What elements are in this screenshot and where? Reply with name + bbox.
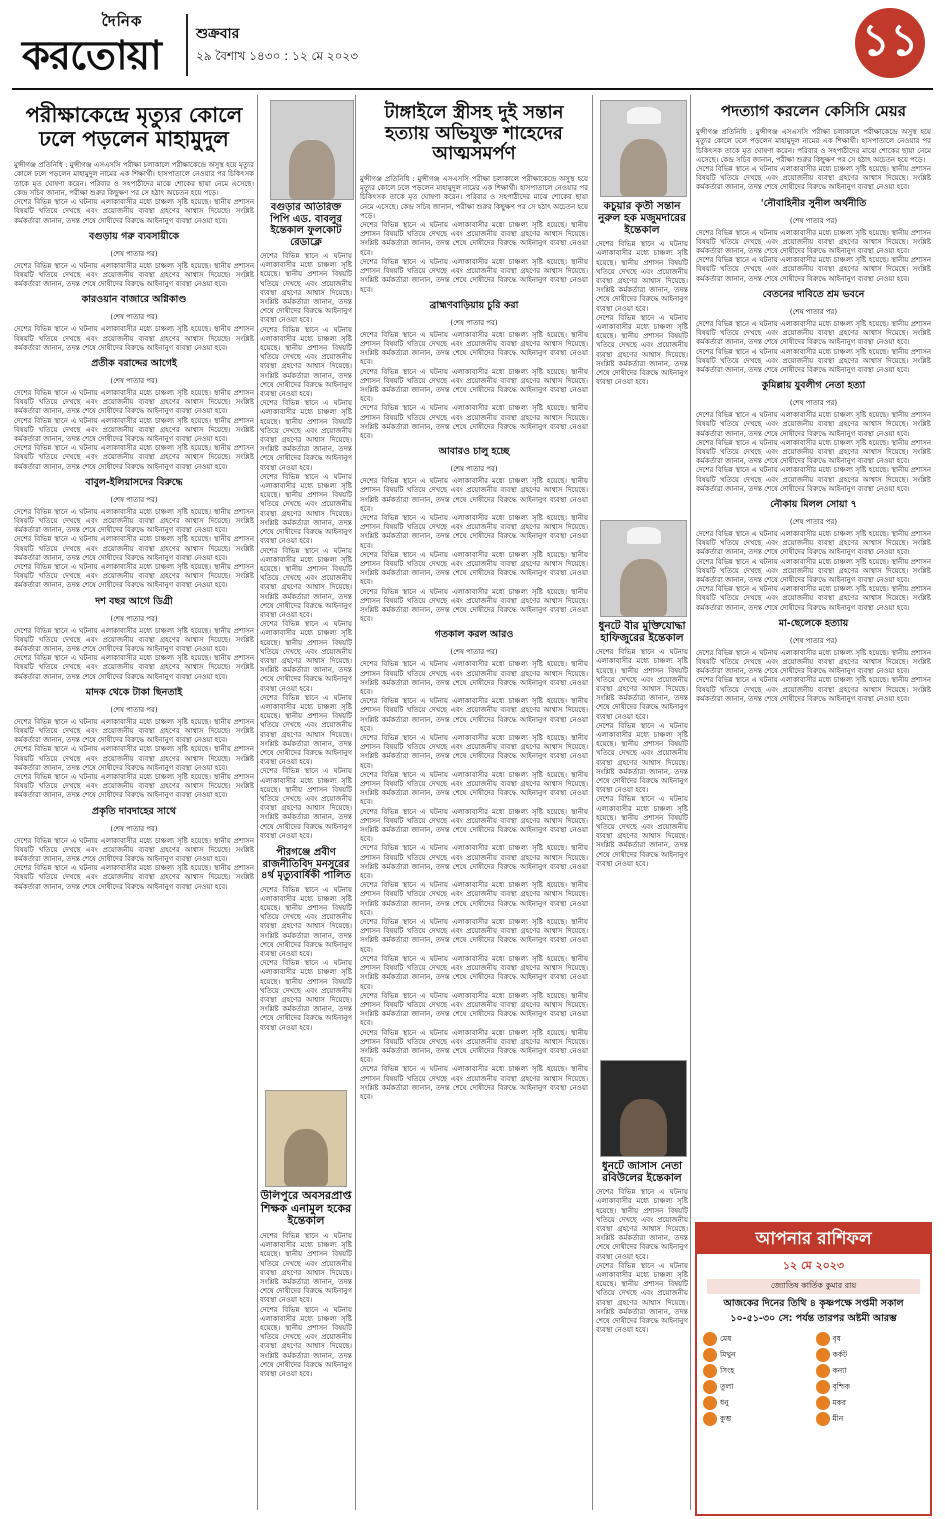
article-body: দেশের বিভিন্ন স্থানে এ ঘটনায় এলাকাবাসীর মধ্যে চাঞ্চল্য সৃষ্টি হয়েছে। স্থানীয় প্রশাসন বিষয়টি খতিয়ে দেখছে এবং প্রয়োজনীয় ব্যবস্থা গ্রহণের আশ্বাস দিয়েছে। সংশ্লিষ্ট কর্মকর্তারা জানান, তদন্ত শেষে দোষীদের বিরুদ্ধে আইনানুগ ব্যবস্থা নেওয়া হবে। — [696, 256, 931, 283]
article-body: দেশের বিভিন্ন স্থানে এ ঘটনায় এলাকাবাসীর মধ্যে চাঞ্চল্য সৃষ্টি হয়েছে। স্থানীয় প্রশাসন বিষয়টি খতিয়ে দেখছে এবং প্রয়োজনীয় ব্যবস্থা গ্রহণের আশ্বাস দিয়েছে। সংশ্লিষ্ট কর্মকর্তারা জানান, তদন্ত শেষে দোষীদের বিরুদ্ধে আইনানুগ ব্যবস্থা নেওয়া হবে। — [696, 466, 931, 493]
subhead: মা-ছেলেকে হত্যায় — [778, 617, 849, 629]
horoscope-astrologer: জ্যোতিষ কার্তিক কুমার রায় — [707, 1279, 920, 1294]
subhead: বেতনের দাবিতে শ্রম ভবনে — [762, 288, 865, 300]
masthead-logo — [22, 10, 182, 80]
article-body: দেশের বিভিন্ন স্থানে এ ঘটনায় এলাকাবাসীর মধ্যে চাঞ্চল্য সৃষ্টি হয়েছে। স্থানীয় প্রশাসন বিষয়টি খতিয়ে দেখছে এবং প্রয়োজনীয় ব্যবস্থা গ্রহণের আশ্বাস দিয়েছে। সংশ্লিষ্ট কর্মকর্তারা জানান, তদন্ত শেষে দোষীদের বিরুদ্ধে আইনানুগ ব্যবস্থা নেওয়া হবে। — [696, 165, 931, 192]
zodiac-sign — [816, 1364, 925, 1378]
article-body: দেশের বিভিন্ন স্থানে এ ঘটনায় এলাকাবাসীর মধ্যে চাঞ্চল্য সৃষ্টি হয়েছে। স্থানীয় প্রশাসন বিষয়টি খতিয়ে দেখছে এবং প্রয়োজনীয় ব্যবস্থা গ্রহণের আশ্বাস দিয়েছে। সংশ্লিষ্ট কর্মকর্তারা জানান, তদন্ত শেষে দোষীদের বিরুদ্ধে আইনানুগ ব্যবস্থা নেওয়া হবে। — [360, 367, 588, 404]
headline-kcc-mayor: পদত্যাগ করলেন কেসিসি মেয়র — [721, 102, 906, 120]
column-divider — [592, 95, 593, 1510]
zodiac-label: কুম্ভ — [720, 1414, 732, 1423]
article-body: দেশের বিভিন্ন স্থানে এ ঘটনায় এলাকাবাসীর মধ্যে চাঞ্চল্য সৃষ্টি হয়েছে। স্থানীয় প্রশাসন বিষয়টি খতিয়ে দেখছে এবং প্রয়োজনীয় ব্যবস্থা গ্রহণের আশ্বাস দিয়েছে। সংশ্লিষ্ট কর্মকর্তারা জানান, তদন্ত শেষে দোষীদের বিরুদ্ধে আইনানুগ ব্যবস্থা নেওয়া হবে। — [696, 347, 931, 374]
zodiac-icon — [816, 1412, 830, 1426]
zodiac-icon — [703, 1332, 717, 1346]
subhead: প্রতীক বরাদ্দের আগেই — [91, 357, 177, 369]
article-body: দেশের বিভিন্ন স্থানে এ ঘটনায় এলাকাবাসীর মধ্যে চাঞ্চল্য সৃষ্টি হয়েছে। স্থানীয় প্রশাসন বিষয়টি খতিয়ে দেখছে এবং প্রয়োজনীয় ব্যবস্থা গ্রহণের আশ্বাস দিয়েছে। সংশ্লিষ্ট কর্মকর্তারা জানান, তদন্ত শেষে দোষীদের বিরুদ্ধে আইনানুগ ব্যবস্থা নেওয়া হবে। — [360, 697, 588, 733]
continued-label: (শেষ পাতার পর) — [110, 376, 158, 385]
subhead: দশ বছর আগে ডিগ্রী — [95, 595, 173, 607]
article-body: দেশের বিভিন্ন স্থানে এ ঘটনায় এলাকাবাসীর মধ্যে চাঞ্চল্য সৃষ্টি হয়েছে। স্থানীয় প্রশাসন বিষয়টি খতিয়ে দেখছে এবং প্রয়োজনীয় ব্যবস্থা গ্রহণের আশ্বাস দিয়েছে। সংশ্লিষ্ট কর্মকর্তারা জানান, তদন্ত শেষে দোষীদের বিরুদ্ধে আইনানুগ ব্যবস্থা নেওয়া হবে। — [14, 626, 254, 653]
zodiac-sign — [816, 1332, 925, 1346]
subhead: প্রকৃতি দাবদাহের সাথে — [91, 805, 176, 817]
logo-small-text: দৈনিক — [101, 12, 143, 30]
continued-label: (শেষ পাতার পর) — [110, 313, 158, 322]
article-body: দেশের বিভিন্ন স্থানে এ ঘটনায় এলাকাবাসীর মধ্যে চাঞ্চল্য সৃষ্টি হয়েছে। স্থানীয় প্রশাসন বিষয়টি খতিয়ে দেখছে এবং প্রয়োজনীয় ব্যবস্থা গ্রহণের আশ্বাস দিয়েছে। সংশ্লিষ্ট কর্মকর্তারা জানান, তদন্ত শেষে দোষীদের বিরুদ্ধে আইনানুগ ব্যবস্থা নেওয়া হবে। — [14, 198, 254, 225]
article-body: দেশের বিভিন্ন স্থানে এ ঘটনায় এলাকাবাসীর মধ্যে চাঞ্চল্য সৃষ্টি হয়েছে। স্থানীয় প্রশাসন বিষয়টি খতিয়ে দেখছে এবং প্রয়োজনীয় ব্যবস্থা গ্রহণের আশ্বাস দিয়েছে। সংশ্লিষ্ট কর্মকর্তারা জানান, তদন্ত শেষে দোষীদের বিরুদ্ধে আইনানুগ ব্যবস্থা নেওয়া হবে। — [696, 319, 931, 347]
headline-robiul: ধুনটে জাসাস নেতা রবিউলের ইন্তেকাল — [601, 1160, 683, 1185]
obituary-photo — [270, 100, 354, 200]
continued-label: (শেষ পাতার পর) — [110, 249, 158, 258]
zodiac-label: ধনু — [720, 1398, 729, 1407]
headline-enamul: উলিপুরে অবসরপ্রাপ্ত শিক্ষক এনামুল হকের ইন্তেকাল — [260, 1190, 352, 1228]
zodiac-label: বৃশ্চিক — [832, 1382, 851, 1391]
headline-babul: বগুড়ার অতিরিক্ত পিপি এড. বাবলুর ইন্তেকাল ফুলকোট রেডাক্লে — [270, 202, 342, 248]
column-1 — [14, 95, 254, 1510]
column-2-bottom — [260, 1190, 352, 1510]
masthead-rule — [12, 88, 933, 90]
headline-pirganj: পীরগঞ্জে প্রবীণ রাজনীতিবিদ মনসুরের ৪র্থ মৃত্যুবার্ষিকী পালিত — [260, 847, 352, 881]
horoscope-box — [695, 1222, 932, 1516]
subhead: বগুড়ায় গরু ব্যবসায়ীকে — [88, 230, 180, 242]
continued-label: (শেষ পাতার পর) — [789, 307, 838, 316]
zodiac-icon — [816, 1364, 830, 1378]
zodiac-label: কন্যা — [832, 1366, 847, 1375]
zodiac-sign — [703, 1380, 812, 1394]
obituary-photo — [600, 1060, 687, 1157]
headline-nurul: কচুয়ার কৃতী সন্তান নুরুল হক মজুমদারের ইন্তেকাল — [598, 200, 686, 237]
subhead: আবারও চালু হচ্ছে — [438, 446, 510, 458]
article-body: দেশের বিভিন্ন স্থানে এ ঘটনায় এলাকাবাসীর মধ্যে চাঞ্চল্য সৃষ্টি হয়েছে। স্থানীয় প্রশাসন বিষয়টি খতিয়ে দেখছে এবং প্রয়োজনীয় ব্যবস্থা গ্রহণের আশ্বাস দিয়েছে। সংশ্লিষ্ট কর্মকর্তারা জানান, তদন্ত শেষে দোষীদের বিরুদ্ধে আইনানুগ ব্যবস্থা নেওয়া হবে। — [14, 507, 254, 535]
subhead: নৌকায় মিলল সোয়া ৭ — [770, 498, 857, 510]
page-number: ১১ — [855, 8, 925, 78]
article-body: দেশের বিভিন্ন স্থানে এ ঘটনায় এলাকাবাসীর মধ্যে চাঞ্চল্য সৃষ্টি হয়েছে। স্থানীয় প্রশাসন বিষয়টি খতিয়ে দেখছে এবং প্রয়োজনীয় ব্যবস্থা গ্রহণের আশ্বাস দিয়েছে। সংশ্লিষ্ট কর্মকর্তারা জানান, তদন্ত শেষে দোষীদের বিরুদ্ধে আইনানুগ ব্যবস্থা নেওয়া হবে। — [360, 221, 588, 257]
column-divider — [690, 95, 691, 1510]
article-body: মুন্সীগঞ্জ প্রতিনিধি : মুন্সীগঞ্জ এসএসসি পরীক্ষা চলাকালে পরীক্ষাকেন্দ্রে অসুস্থ হয়ে মৃত্যুর কোলে ঢলে পড়লেন মাহামুদুল নামের এক শিক্ষার্থী। হাসপাতালে নেওয়ার পর চিকিৎসক তাকে মৃত ঘোষণা করেন। পরিবার ও সহপাঠীদের মাঝে শোকের ছায়া নেমে এসেছে। কেন্দ্র সচিব জানান, পরীক্ষা শুরুর কিছুক্ষণ পর সে হঠাৎ অচেতন হয়ে পড়ে। — [14, 161, 254, 197]
zodiac-label: বৃষ — [832, 1334, 841, 1343]
article-body: দেশের বিভিন্ন স্থানে এ ঘটনায় এলাকাবাসীর মধ্যে চাঞ্চল্য সৃষ্টি হয়েছে। স্থানীয় প্রশাসন বিষয়টি খতিয়ে দেখছে এবং প্রয়োজনীয় ব্যবস্থা গ্রহণের আশ্বাস দিয়েছে। সংশ্লিষ্ট কর্মকর্তারা জানান, তদন্ত শেষে দোষীদের বিরুদ্ধে আইনানুগ ব্যবস্থা নেওয়া হবে। — [360, 1028, 588, 1065]
subhead: গতকাল করল আরও — [434, 629, 514, 641]
article-body: দেশের বিভিন্ন স্থানে এ ঘটনায় এলাকাবাসীর মধ্যে চাঞ্চল্য সৃষ্টি হয়েছে। স্থানীয় প্রশাসন বিষয়টি খতিয়ে দেখছে এবং প্রয়োজনীয় ব্যবস্থা গ্রহণের আশ্বাস দিয়েছে। সংশ্লিষ্ট কর্মকর্তারা জানান, তদন্ত শেষে দোষীদের বিরুদ্ধে আইনানুগ ব্যবস্থা নেওয়া হবে। — [360, 330, 588, 367]
continued-label: (শেষ পাতার পর) — [110, 705, 158, 714]
obituary-photo — [600, 520, 687, 617]
issue-day: শুক্রবার — [196, 26, 240, 42]
article-body: দেশের বিভিন্ন স্থানে এ ঘটনায় এলাকাবাসীর মধ্যে চাঞ্চল্য সৃষ্টি হয়েছে। স্থানীয় প্রশাসন বিষয়টি খতিয়ে দেখছে এবং প্রয়োজনীয় ব্যবস্থা গ্রহণের আশ্বাস দিয়েছে। সংশ্লিষ্ট কর্মকর্তারা জানান, তদন্ত শেষে দোষীদের বিরুদ্ধে আইনানুগ ব্যবস্থা নেওয়া হবে। — [14, 444, 254, 471]
article-body: দেশের বিভিন্ন স্থানে এ ঘটনায় এলাকাবাসীর মধ্যে চাঞ্চল্য সৃষ্টি হয়েছে। স্থানীয় প্রশাসন বিষয়টি খতিয়ে দেখছে এবং প্রয়োজনীয় ব্যবস্থা গ্রহণের আশ্বাস দিয়েছে। সংশ্লিষ্ট কর্মকর্তারা জানান, তদন্ত শেষে দোষীদের বিরুদ্ধে আইনানুগ ব্যবস্থা নেওয়া হবে। — [360, 404, 588, 440]
article-body: দেশের বিভিন্ন স্থানে এ ঘটনায় এলাকাবাসীর মধ্যে চাঞ্চল্য সৃষ্টি হয়েছে। স্থানীয় প্রশাসন বিষয়টি খতিয়ে দেখছে এবং প্রয়োজনীয় ব্যবস্থা গ্রহণের আশ্বাস দিয়েছে। সংশ্লিষ্ট কর্মকর্তারা জানান, তদন্ত শেষে দোষীদের বিরুদ্ধে আইনানুগ ব্যবস্থা নেওয়া হবে। — [360, 881, 588, 917]
article-body: দেশের বিভিন্ন স্থানে এ ঘটনায় এলাকাবাসীর মধ্যে চাঞ্চল্য সৃষ্টি হয়েছে। স্থানীয় প্রশাসন বিষয়টি খতিয়ে দেখছে এবং প্রয়োজনীয় ব্যবস্থা গ্রহণের আশ্বাস দিয়েছে। সংশ্লিষ্ট কর্মকর্তারা জানান, তদন্ত শেষে দোষীদের বিরুদ্ধে আইনানুগ ব্যবস্থা নেওয়া হবে। — [14, 535, 254, 562]
article-body: দেশের বিভিন্ন স্থানে এ ঘটনায় এলাকাবাসীর মধ্যে চাঞ্চল্য সৃষ্টি হয়েছে। স্থানীয় প্রশাসন বিষয়টি খতিয়ে দেখছে এবং প্রয়োজনীয় ব্যবস্থা গ্রহণের আশ্বাস দিয়েছে। সংশ্লিষ্ট কর্মকর্তারা জানান, তদন্ত শেষে দোষীদের বিরুদ্ধে আইনানুগ ব্যবস্থা নেওয়া হবে। — [14, 388, 254, 416]
article-body: দেশের বিভিন্ন স্থানে এ ঘটনায় এলাকাবাসীর মধ্যে চাঞ্চল্য সৃষ্টি হয়েছে। স্থানীয় প্রশাসন বিষয়টি খতিয়ে দেখছে এবং প্রয়োজনীয় ব্যবস্থা গ্রহণের আশ্বাস দিয়েছে। সংশ্লিষ্ট কর্মকর্তারা জানান, তদন্ত শেষে দোষীদের বিরুদ্ধে আইনানুগ ব্যবস্থা নেওয়া হবে। — [14, 261, 254, 289]
continued-label: (শেষ পাতার পর) — [110, 614, 158, 623]
article-body: দেশের বিভিন্ন স্থানে এ ঘটনায় এলাকাবাসীর মধ্যে চাঞ্চল্য সৃষ্টি হয়েছে। স্থানীয় প্রশাসন বিষয়টি খতিয়ে দেখছে এবং প্রয়োজনীয় ব্যবস্থা গ্রহণের আশ্বাস দিয়েছে। সংশ্লিষ্ট কর্মকর্তারা জানান, তদন্ত শেষে দোষীদের বিরুদ্ধে আইনানুগ ব্যবস্থা নেওয়া হবে। — [360, 954, 588, 991]
zodiac-icon — [816, 1380, 830, 1394]
logo-big-text: করতোয়া — [22, 32, 161, 79]
zodiac-sign — [703, 1332, 812, 1346]
continued-label: (শেষ পাতার পর) — [450, 648, 498, 657]
article-body: দেশের বিভিন্ন স্থানে এ ঘটনায় এলাকাবাসীর মধ্যে চাঞ্চল্য সৃষ্টি হয়েছে। স্থানীয় প্রশাসন বিষয়টি খতিয়ে দেখছে এবং প্রয়োজনীয় ব্যবস্থা গ্রহণের আশ্বাস দিয়েছে। সংশ্লিষ্ট কর্মকর্তারা জানান, তদন্ত শেষে দোষীদের বিরুদ্ধে আইনানুগ ব্যবস্থা নেওয়া হবে। — [14, 654, 254, 681]
zodiac-label: মীন — [832, 1414, 844, 1423]
article-body: দেশের বিভিন্ন স্থানে এ ঘটনায় এলাকাবাসীর মধ্যে চাঞ্চল্য সৃষ্টি হয়েছে। স্থানীয় প্রশাসন বিষয়টি খতিয়ে দেখছে এবং প্রয়োজনীয় ব্যবস্থা গ্রহণের আশ্বাস দিয়েছে। সংশ্লিষ্ট কর্মকর্তারা জানান, তদন্ত শেষে দোষীদের বিরুদ্ধে আইনানুগ ব্যবস্থা নেওয়া হবে। — [360, 513, 588, 550]
column-5 — [696, 95, 931, 1215]
article-body: দেশের বিভিন্ন স্থানে এ ঘটনায় এলাকাবাসীর মধ্যে চাঞ্চল্য সৃষ্টি হয়েছে। স্থানীয় প্রশাসন বিষয়টি খতিয়ে দেখছে এবং প্রয়োজনীয় ব্যবস্থা গ্রহণের আশ্বাস দিয়েছে। সংশ্লিষ্ট কর্মকর্তারা জানান, তদন্ত শেষে দোষীদের বিরুদ্ধে আইনানুগ ব্যবস্থা নেওয়া হবে। — [14, 864, 254, 891]
zodiac-label: সিংহ — [720, 1366, 735, 1375]
continued-label: (শেষ পাতার পর) — [789, 636, 838, 645]
article-body: দেশের বিভিন্ন স্থানে এ ঘটনায় এলাকাবাসীর মধ্যে চাঞ্চল্য সৃষ্টি হয়েছে। স্থানীয় প্রশাসন বিষয়টি খতিয়ে দেখছে এবং প্রয়োজনীয় ব্যবস্থা গ্রহণের আশ্বাস দিয়েছে। সংশ্লিষ্ট কর্মকর্তারা জানান, তদন্ত শেষে দোষীদের বিরুদ্ধে আইনানুগ ব্যবস্থা নেওয়া হবে। — [596, 1188, 688, 1261]
zodiac-sign — [816, 1396, 925, 1410]
article-body: দেশের বিভিন্ন স্থানে এ ঘটনায় এলাকাবাসীর মধ্যে চাঞ্চল্য সৃষ্টি হয়েছে। স্থানীয় প্রশাসন বিষয়টি খতিয়ে দেখছে এবং প্রয়োজনীয় ব্যবস্থা গ্রহণের আশ্বাস দিয়েছে। সংশ্লিষ্ট কর্মকর্তারা জানান, তদন্ত শেষে দোষীদের বিরুদ্ধে আইনানুগ ব্যবস্থা নেওয়া হবে। — [360, 844, 588, 881]
zodiac-icon — [703, 1380, 717, 1394]
article-body: দেশের বিভিন্ন স্থানে এ ঘটনায় এলাকাবাসীর মধ্যে চাঞ্চল্য সৃষ্টি হয়েছে। স্থানীয় প্রশাসন বিষয়টি খতিয়ে দেখছে এবং প্রয়োজনীয় ব্যবস্থা গ্রহণের আশ্বাস দিয়েছে। সংশ্লিষ্ট কর্মকর্তারা জানান, তদন্ত শেষে দোষীদের বিরুদ্ধে আইনানুগ ব্যবস্থা নেওয়া হবে। — [360, 734, 588, 770]
continued-label: (শেষ পাতার পর) — [110, 824, 158, 833]
zodiac-sign — [703, 1396, 812, 1410]
article-body: দেশের বিভিন্ন স্থানে এ ঘটনায় এলাকাবাসীর মধ্যে চাঞ্চল্য সৃষ্টি হয়েছে। স্থানীয় প্রশাসন বিষয়টি খতিয়ে দেখছে এবং প্রয়োজনীয় ব্যবস্থা গ্রহণের আশ্বাস দিয়েছে। সংশ্লিষ্ট কর্মকর্তারা জানান, তদন্ত শেষে দোষীদের বিরুদ্ধে আইনানুগ ব্যবস্থা নেওয়া হবে। — [14, 562, 254, 590]
article-body: দেশের বিভিন্ন স্থানে এ ঘটনায় এলাকাবাসীর মধ্যে চাঞ্চল্য সৃষ্টি হয়েছে। স্থানীয় প্রশাসন বিষয়টি খতিয়ে দেখছে এবং প্রয়োজনীয় ব্যবস্থা গ্রহণের আশ্বাস দিয়েছে। সংশ্লিষ্ট কর্মকর্তারা জানান, তদন্ত শেষে দোষীদের বিরুদ্ধে আইনানুগ ব্যবস্থা নেওয়া হবে। — [596, 648, 688, 721]
article-body: দেশের বিভিন্ন স্থানে এ ঘটনায় এলাকাবাসীর মধ্যে চাঞ্চল্য সৃষ্টি হয়েছে। স্থানীয় প্রশাসন বিষয়টি খতিয়ে দেখছে এবং প্রয়োজনীয় ব্যবস্থা গ্রহণের আশ্বাস দিয়েছে। সংশ্লিষ্ট কর্মকর্তারা জানান, তদন্ত শেষে দোষীদের বিরুদ্ধে আইনানুগ ব্যবস্থা নেওয়া হবে। — [360, 477, 588, 513]
column-4-bottom — [596, 1160, 688, 1510]
zodiac-icon — [816, 1332, 830, 1346]
zodiac-sign — [816, 1348, 925, 1362]
masthead-divider — [186, 14, 188, 76]
article-body: দেশের বিভিন্ন স্থানে এ ঘটনায় এলাকাবাসীর মধ্যে চাঞ্চল্য সৃষ্টি হয়েছে। স্থানীয় প্রশাসন বিষয়টি খতিয়ে দেখছে এবং প্রয়োজনীয় ব্যবস্থা গ্রহণের আশ্বাস দিয়েছে। সংশ্লিষ্ট কর্মকর্তারা জানান, তদন্ত শেষে দোষীদের বিরুদ্ধে আইনানুগ ব্যবস্থা নেওয়া হবে। — [260, 885, 352, 958]
article-body: দেশের বিভিন্ন স্থানে এ ঘটনায় এলাকাবাসীর মধ্যে চাঞ্চল্য সৃষ্টি হয়েছে। স্থানীয় প্রশাসন বিষয়টি খতিয়ে দেখছে এবং প্রয়োজনীয় ব্যবস্থা গ্রহণের আশ্বাস দিয়েছে। সংশ্লিষ্ট কর্মকর্তারা জানান, তদন্ত শেষে দোষীদের বিরুদ্ধে আইনানুগ ব্যবস্থা নেওয়া হবে। — [360, 991, 588, 1028]
article-body: দেশের বিভিন্ন স্থানে এ ঘটনায় এলাকাবাসীর মধ্যে চাঞ্চল্য সৃষ্টি হয়েছে। স্থানীয় প্রশাসন বিষয়টি খতিয়ে দেখছে এবং প্রয়োজনীয় ব্যবস্থা গ্রহণের আশ্বাস দিয়েছে। সংশ্লিষ্ট কর্মকর্তারা জানান, তদন্ত শেষে দোষীদের বিরুদ্ধে আইনানুগ ব্যবস্থা নেওয়া হবে। — [260, 399, 352, 472]
article-body: দেশের বিভিন্ন স্থানে এ ঘটনায় এলাকাবাসীর মধ্যে চাঞ্চল্য সৃষ্টি হয়েছে। স্থানীয় প্রশাসন বিষয়টি খতিয়ে দেখছে এবং প্রয়োজনীয় ব্যবস্থা গ্রহণের আশ্বাস দিয়েছে। সংশ্লিষ্ট কর্মকর্তারা জানান, তদন্ত শেষে দোষীদের বিরুদ্ধে আইনানুগ ব্যবস্থা নেওয়া হবে। — [14, 745, 254, 772]
subhead: কুমিল্লায় যুবলীগ নেতা হত্যা — [761, 380, 866, 392]
zodiac-icon — [703, 1364, 717, 1378]
continued-label: (শেষ পাতার পর) — [450, 318, 498, 327]
article-body: দেশের বিভিন্ন স্থানে এ ঘটনায় এলাকাবাসীর মধ্যে চাঞ্চল্য সৃষ্টি হয়েছে। স্থানীয় প্রশাসন বিষয়টি খতিয়ে দেখছে এবং প্রয়োজনীয় ব্যবস্থা গ্রহণের আশ্বাস দিয়েছে। সংশ্লিষ্ট কর্মকর্তারা জানান, তদন্ত শেষে দোষীদের বিরুদ্ধে আইনানুগ ব্যবস্থা নেওয়া হবে। — [260, 620, 352, 693]
article-body: দেশের বিভিন্ন স্থানে এ ঘটনায় এলাকাবাসীর মধ্যে চাঞ্চল্য সৃষ্টি হয়েছে। স্থানীয় প্রশাসন বিষয়টি খতিয়ে দেখছে এবং প্রয়োজনীয় ব্যবস্থা গ্রহণের আশ্বাস দিয়েছে। সংশ্লিষ্ট কর্মকর্তারা জানান, তদন্ত শেষে দোষীদের বিরুদ্ধে আইনানুগ ব্যবস্থা নেওয়া হবে। — [696, 557, 931, 584]
column-3 — [360, 95, 588, 1510]
article-body: দেশের বিভিন্ন স্থানে এ ঘটনায় এলাকাবাসীর মধ্যে চাঞ্চল্য সৃষ্টি হয়েছে। স্থানীয় প্রশাসন বিষয়টি খতিয়ে দেখছে এবং প্রয়োজনীয় ব্যবস্থা গ্রহণের আশ্বাস দিয়েছে। সংশ্লিষ্ট কর্মকর্তারা জানান, তদন্ত শেষে দোষীদের বিরুদ্ধে আইনানুগ ব্যবস্থা নেওয়া হবে। — [260, 767, 352, 840]
article-body: দেশের বিভিন্ন স্থানে এ ঘটনায় এলাকাবাসীর মধ্যে চাঞ্চল্য সৃষ্টি হয়েছে। স্থানীয় প্রশাসন বিষয়টি খতিয়ে দেখছে এবং প্রয়োজনীয় ব্যবস্থা গ্রহণের আশ্বাস দিয়েছে। সংশ্লিষ্ট কর্মকর্তারা জানান, তদন্ত শেষে দোষীদের বিরুদ্ধে আইনানুগ ব্যবস্থা নেওয়া হবে। — [260, 546, 352, 619]
subhead: মাদক থেকে টাকা ছিনতাই — [85, 686, 183, 698]
continued-label: (শেষ পাতার পর) — [789, 517, 838, 526]
continued-label: (শেষ পাতার পর) — [789, 216, 838, 225]
zodiac-icon — [703, 1412, 717, 1426]
article-body: দেশের বিভিন্ন স্থানে এ ঘটনায় এলাকাবাসীর মধ্যে চাঞ্চল্য সৃষ্টি হয়েছে। স্থানীয় প্রশাসন বিষয়টি খতিয়ে দেখছে এবং প্রয়োজনীয় ব্যবস্থা গ্রহণের আশ্বাস দিয়েছে। সংশ্লিষ্ট কর্মকর্তারা জানান, তদন্ত শেষে দোষীদের বিরুদ্ধে আইনানুগ ব্যবস্থা নেওয়া হবে। — [14, 717, 254, 745]
article-body: দেশের বিভিন্ন স্থানে এ ঘটনায় এলাকাবাসীর মধ্যে চাঞ্চল্য সৃষ্টি হয়েছে। স্থানীয় প্রশাসন বিষয়টি খতিয়ে দেখছে এবং প্রয়োজনীয় ব্যবস্থা গ্রহণের আশ্বাস দিয়েছে। সংশ্লিষ্ট কর্মকর্তারা জানান, তদন্ত শেষে দোষীদের বিরুদ্ধে আইনানুগ ব্যবস্থা নেওয়া হবে। — [596, 721, 688, 795]
obituary-photo — [265, 1090, 347, 1187]
article-body: দেশের বিভিন্ন স্থানে এ ঘটনায় এলাকাবাসীর মধ্যে চাঞ্চল্য সৃষ্টি হয়েছে। স্থানীয় প্রশাসন বিষয়টি খতিয়ে দেখছে এবং প্রয়োজনীয় ব্যবস্থা গ্রহণের আশ্বাস দিয়েছে। সংশ্লিষ্ট কর্মকর্তারা জানান, তদন্ত শেষে দোষীদের বিরুদ্ধে আইনানুগ ব্যবস্থা নেওয়া হবে। — [14, 416, 254, 443]
zodiac-label: মকর — [832, 1398, 847, 1407]
horoscope-date: ১২ মে ২০২৩ — [782, 1259, 845, 1272]
headline-tangail: টাঙ্গাইলে স্ত্রীসহ দুই সন্তান হত্যায় অভিযুক্ত শাহেদের আত্মসমর্পণ — [384, 102, 564, 165]
column-divider — [257, 95, 258, 1510]
zodiac-sign — [703, 1364, 812, 1378]
article-body: দেশের বিভিন্ন স্থানে এ ঘটনায় এলাকাবাসীর মধ্যে চাঞ্চল্য সৃষ্টি হয়েছে। স্থানীয় প্রশাসন বিষয়টি খতিয়ে দেখছে এবং প্রয়োজনীয় ব্যবস্থা গ্রহণের আশ্বাস দিয়েছে। সংশ্লিষ্ট কর্মকর্তারা জানান, তদন্ত শেষে দোষীদের বিরুদ্ধে আইনানুগ ব্যবস্থা নেওয়া হবে। — [696, 438, 931, 466]
zodiac-label: তুলা — [720, 1382, 734, 1391]
column-4-mid — [596, 620, 688, 1040]
zodiac-label: মেষ — [720, 1334, 732, 1343]
article-body: দেশের বিভিন্ন স্থানে এ ঘটনায় এলাকাবাসীর মধ্যে চাঞ্চল্য সৃষ্টি হয়েছে। স্থানীয় প্রশাসন বিষয়টি খতিয়ে দেখছে এবং প্রয়োজনীয় ব্যবস্থা গ্রহণের আশ্বাস দিয়েছে। সংশ্লিষ্ট কর্মকর্তারা জানান, তদন্ত শেষে দোষীদের বিরুদ্ধে আইনানুগ ব্যবস্থা নেওয়া হবে। — [360, 257, 588, 294]
article-body: দেশের বিভিন্ন স্থানে এ ঘটনায় এলাকাবাসীর মধ্যে চাঞ্চল্য সৃষ্টি হয়েছে। স্থানীয় প্রশাসন বিষয়টি খতিয়ে দেখছে এবং প্রয়োজনীয় ব্যবস্থা গ্রহণের আশ্বাস দিয়েছে। সংশ্লিষ্ট কর্মকর্তারা জানান, তদন্ত শেষে দোষীদের বিরুদ্ধে আইনানুগ ব্যবস্থা নেওয়া হবে। — [260, 1231, 352, 1305]
article-body: দেশের বিভিন্ন স্থানে এ ঘটনায় এলাকাবাসীর মধ্যে চাঞ্চল্য সৃষ্টি হয়েছে। স্থানীয় প্রশাসন বিষয়টি খতিয়ে দেখছে এবং প্রয়োজনীয় ব্যবস্থা গ্রহণের আশ্বাস দিয়েছে। সংশ্লিষ্ট কর্মকর্তারা জানান, তদন্ত শেষে দোষীদের বিরুদ্ধে আইনানুগ ব্যবস্থা নেওয়া হবে। — [360, 807, 588, 844]
article-body: দেশের বিভিন্ন স্থানে এ ঘটনায় এলাকাবাসীর মধ্যে চাঞ্চল্য সৃষ্টি হয়েছে। স্থানীয় প্রশাসন বিষয়টি খতিয়ে দেখছে এবং প্রয়োজনীয় ব্যবস্থা গ্রহণের আশ্বাস দিয়েছে। সংশ্লিষ্ট কর্মকর্তারা জানান, তদন্ত শেষে দোষীদের বিরুদ্ধে আইনানুগ ব্যবস্থা নেওয়া হবে। — [696, 529, 931, 557]
article-body: দেশের বিভিন্ন স্থানে এ ঘটনায় এলাকাবাসীর মধ্যে চাঞ্চল্য সৃষ্টি হয়েছে। স্থানীয় প্রশাসন বিষয়টি খতিয়ে দেখছে এবং প্রয়োজনীয় ব্যবস্থা গ্রহণের আশ্বাস দিয়েছে। সংশ্লিষ্ট কর্মকর্তারা জানান, তদন্ত শেষে দোষীদের বিরুদ্ধে আইনানুগ ব্যবস্থা নেওয়া হবে। — [260, 252, 352, 325]
zodiac-icon — [703, 1348, 717, 1362]
continued-label: (শেষ পাতার পর) — [110, 495, 158, 504]
article-body: দেশের বিভিন্ন স্থানে এ ঘটনায় এলাকাবাসীর মধ্যে চাঞ্চল্য সৃষ্টি হয়েছে। স্থানীয় প্রশাসন বিষয়টি খতিয়ে দেখছে এবং প্রয়োজনীয় ব্যবস্থা গ্রহণের আশ্বাস দিয়েছে। সংশ্লিষ্ট কর্মকর্তারা জানান, তদন্ত শেষে দোষীদের বিরুদ্ধে আইনানুগ ব্যবস্থা নেওয়া হবে। — [360, 550, 588, 587]
article-body: দেশের বিভিন্ন স্থানে এ ঘটনায় এলাকাবাসীর মধ্যে চাঞ্চল্য সৃষ্টি হয়েছে। স্থানীয় প্রশাসন বিষয়টি খতিয়ে দেখছে এবং প্রয়োজনীয় ব্যবস্থা গ্রহণের আশ্বাস দিয়েছে। সংশ্লিষ্ট কর্মকর্তারা জানান, তদন্ত শেষে দোষীদের বিরুদ্ধে আইনানুগ ব্যবস্থা নেওয়া হবে। — [696, 228, 931, 256]
obituary-photo — [600, 100, 687, 197]
article-body: মুন্সীগঞ্জ প্রতিনিধি : মুন্সীগঞ্জ এসএসসি পরীক্ষা চলাকালে পরীক্ষাকেন্দ্রে অসুস্থ হয়ে মৃত্যুর কোলে ঢলে পড়লেন মাহামুদুল নামের এক শিক্ষার্থী। হাসপাতালে নেওয়ার পর চিকিৎসক তাকে মৃত ঘোষণা করেন। পরিবার ও সহপাঠীদের মাঝে শোকের ছায়া নেমে এসেছে। কেন্দ্র সচিব জানান, পরীক্ষা শুরুর কিছুক্ষণ পর সে হঠাৎ অচেতন হয়ে পড়ে। — [360, 175, 588, 220]
article-body: দেশের বিভিন্ন স্থানে এ ঘটনায় এলাকাবাসীর মধ্যে চাঞ্চল্য সৃষ্টি হয়েছে। স্থানীয় প্রশাসন বিষয়টি খতিয়ে দেখছে এবং প্রয়োজনীয় ব্যবস্থা গ্রহণের আশ্বাস দিয়েছে। সংশ্লিষ্ট কর্মকর্তারা জানান, তদন্ত শেষে দোষীদের বিরুদ্ধে আইনানুগ ব্যবস্থা নেওয়া হবে। — [14, 325, 254, 352]
horoscope-tithi: আজকের দিনের তিথি ৪ কৃষ্ণপক্ষে সপ্তমী সকাল ১০-৫১-৩০ সে: পর্যন্ত তারপর অষ্টমী আরম্ভ — [723, 1298, 904, 1324]
article-body: দেশের বিভিন্ন স্থানে এ ঘটনায় এলাকাবাসীর মধ্যে চাঞ্চল্য সৃষ্টি হয়েছে। স্থানীয় প্রশাসন বিষয়টি খতিয়ে দেখছে এবং প্রয়োজনীয় ব্যবস্থা গ্রহণের আশ্বাস দিয়েছে। সংশ্লিষ্ট কর্মকর্তারা জানান, তদন্ত শেষে দোষীদের বিরুদ্ধে আইনানুগ ব্যবস্থা নেওয়া হবে। — [14, 836, 254, 864]
article-body: দেশের বিভিন্ন স্থানে এ ঘটনায় এলাকাবাসীর মধ্যে চাঞ্চল্য সৃষ্টি হয়েছে। স্থানীয় প্রশাসন বিষয়টি খতিয়ে দেখছে এবং প্রয়োজনীয় ব্যবস্থা গ্রহণের আশ্বাস দিয়েছে। সংশ্লিষ্ট কর্মকর্তারা জানান, তদন্ত শেষে দোষীদের বিরুদ্ধে আইনানুগ ব্যবস্থা নেওয়া হবে। — [696, 585, 931, 612]
headline-exam-death: পরীক্ষাকেন্দ্রে মৃত্যুর কোলে ঢলে পড়লেন মাহামুদুল — [25, 102, 243, 152]
continued-label: (শেষ পাতার পর) — [789, 399, 838, 408]
article-body: দেশের বিভিন্ন স্থানে এ ঘটনায় এলাকাবাসীর মধ্যে চাঞ্চল্য সৃষ্টি হয়েছে। স্থানীয় প্রশাসন বিষয়টি খতিয়ে দেখছে এবং প্রয়োজনীয় ব্যবস্থা গ্রহণের আশ্বাস দিয়েছে। সংশ্লিষ্ট কর্মকর্তারা জানান, তদন্ত শেষে দোষীদের বিরুদ্ধে আইনানুগ ব্যবস্থা নেওয়া হবে। — [260, 693, 352, 767]
article-body: দেশের বিভিন্ন স্থানে এ ঘটনায় এলাকাবাসীর মধ্যে চাঞ্চল্য সৃষ্টি হয়েছে। স্থানীয় প্রশাসন বিষয়টি খতিয়ে দেখছে এবং প্রয়োজনীয় ব্যবস্থা গ্রহণের আশ্বাস দিয়েছে। সংশ্লিষ্ট কর্মকর্তারা জানান, তদন্ত শেষে দোষীদের বিরুদ্ধে আইনানুগ ব্যবস্থা নেওয়া হবে। — [596, 1261, 688, 1335]
horoscope-signs — [697, 1330, 930, 1428]
zodiac-sign — [816, 1412, 925, 1426]
zodiac-sign — [816, 1380, 925, 1394]
horoscope-title: আপনার রাশিফল — [697, 1224, 930, 1254]
article-body: দেশের বিভিন্ন স্থানে এ ঘটনায় এলাকাবাসীর মধ্যে চাঞ্চল্য সৃষ্টি হয়েছে। স্থানীয় প্রশাসন বিষয়টি খতিয়ে দেখছে এবং প্রয়োজনীয় ব্যবস্থা গ্রহণের আশ্বাস দিয়েছে। সংশ্লিষ্ট কর্মকর্তারা জানান, তদন্ত শেষে দোষীদের বিরুদ্ধে আইনানুগ ব্যবস্থা নেওয়া হবে। — [360, 1065, 588, 1101]
article-body: দেশের বিভিন্ন স্থানে এ ঘটনায় এলাকাবাসীর মধ্যে চাঞ্চল্য সৃষ্টি হয়েছে। স্থানীয় প্রশাসন বিষয়টি খতিয়ে দেখছে এবং প্রয়োজনীয় ব্যবস্থা গ্রহণের আশ্বাস দিয়েছে। সংশ্লিষ্ট কর্মকর্তারা জানান, তদন্ত শেষে দোষীদের বিরুদ্ধে আইনানুগ ব্যবস্থা নেওয়া হবে। — [696, 648, 931, 676]
article-body: দেশের বিভিন্ন স্থানে এ ঘটনায় এলাকাবাসীর মধ্যে চাঞ্চল্য সৃষ্টি হয়েছে। স্থানীয় প্রশাসন বিষয়টি খতিয়ে দেখছে এবং প্রয়োজনীয় ব্যবস্থা গ্রহণের আশ্বাস দিয়েছে। সংশ্লিষ্ট কর্মকর্তারা জানান, তদন্ত শেষে দোষীদের বিরুদ্ধে আইনানুগ ব্যবস্থা নেওয়া হবে। — [696, 411, 931, 438]
subhead: বাবুল-ইলিয়াসদের বিরুদ্ধে — [85, 476, 183, 488]
subhead: ব্রাহ্মণবাড়িয়ায় চুরি করা — [429, 299, 519, 311]
issue-date: ২৯ বৈশাখ ১৪৩০ : ১২ মে ২০২৩ — [196, 49, 359, 63]
zodiac-icon — [703, 1396, 717, 1410]
article-body: দেশের বিভিন্ন স্থানে এ ঘটনায় এলাকাবাসীর মধ্যে চাঞ্চল্য সৃষ্টি হয়েছে। স্থানীয় প্রশাসন বিষয়টি খতিয়ে দেখছে এবং প্রয়োজনীয় ব্যবস্থা গ্রহণের আশ্বাস দিয়েছে। সংশ্লিষ্ট কর্মকর্তারা জানান, তদন্ত শেষে দোষীদের বিরুদ্ধে আইনানুগ ব্যবস্থা নেওয়া হবে। — [596, 240, 688, 313]
article-body: দেশের বিভিন্ন স্থানে এ ঘটনায় এলাকাবাসীর মধ্যে চাঞ্চল্য সৃষ্টি হয়েছে। স্থানীয় প্রশাসন বিষয়টি খতিয়ে দেখছে এবং প্রয়োজনীয় ব্যবস্থা গ্রহণের আশ্বাস দিয়েছে। সংশ্লিষ্ট কর্মকর্তারা জানান, তদন্ত শেষে দোষীদের বিরুদ্ধে আইনানুগ ব্যবস্থা নেওয়া হবে। — [260, 472, 352, 546]
continued-label: (শেষ পাতার পর) — [450, 465, 498, 474]
article-body: দেশের বিভিন্ন স্থানে এ ঘটনায় এলাকাবাসীর মধ্যে চাঞ্চল্য সৃষ্টি হয়েছে। স্থানীয় প্রশাসন বিষয়টি খতিয়ে দেখছে এবং প্রয়োজনীয় ব্যবস্থা গ্রহণের আশ্বাস দিয়েছে। সংশ্লিষ্ট কর্মকর্তারা জানান, তদন্ত শেষে দোষীদের বিরুদ্ধে আইনানুগ ব্যবস্থা নেওয়া হবে। — [596, 313, 688, 387]
headline-hafizur: ধুনটে বীর মুক্তিযোদ্ধা হাফিজুরের ইন্তেকাল — [598, 620, 686, 645]
article-body: মুন্সীগঞ্জ প্রতিনিধি : মুন্সীগঞ্জ এসএসসি পরীক্ষা চলাকালে পরীক্ষাকেন্দ্রে অসুস্থ হয়ে মৃত্যুর কোলে ঢলে পড়লেন মাহামুদুল নামের এক শিক্ষার্থী। হাসপাতালে নেওয়ার পর চিকিৎসক তাকে মৃত ঘোষণা করেন। পরিবার ও সহপাঠীদের মাঝে শোকের ছায়া নেমে এসেছে। কেন্দ্র সচিব জানান, পরীক্ষা শুরুর কিছুক্ষণ পর সে হঠাৎ অচেতন হয়ে পড়ে। — [696, 128, 931, 164]
article-body: দেশের বিভিন্ন স্থানে এ ঘটনায় এলাকাবাসীর মধ্যে চাঞ্চল্য সৃষ্টি হয়েছে। স্থানীয় প্রশাসন বিষয়টি খতিয়ে দেখছে এবং প্রয়োজনীয় ব্যবস্থা গ্রহণের আশ্বাস দিয়েছে। সংশ্লিষ্ট কর্মকর্তারা জানান, তদন্ত শেষে দোষীদের বিরুদ্ধে আইনানুগ ব্যবস্থা নেওয়া হবে। — [360, 770, 588, 807]
zodiac-label: কর্কট — [832, 1350, 848, 1359]
zodiac-label: মিথুন — [720, 1350, 736, 1359]
article-body: দেশের বিভিন্ন স্থানে এ ঘটনায় এলাকাবাসীর মধ্যে চাঞ্চল্য সৃষ্টি হয়েছে। স্থানীয় প্রশাসন বিষয়টি খতিয়ে দেখছে এবং প্রয়োজনীয় ব্যবস্থা গ্রহণের আশ্বাস দিয়েছে। সংশ্লিষ্ট কর্মকর্তারা জানান, তদন্ত শেষে দোষীদের বিরুদ্ধে আইনানুগ ব্যবস্থা নেওয়া হবে। — [360, 587, 588, 624]
article-body: দেশের বিভিন্ন স্থানে এ ঘটনায় এলাকাবাসীর মধ্যে চাঞ্চল্য সৃষ্টি হয়েছে। স্থানীয় প্রশাসন বিষয়টি খতিয়ে দেখছে এবং প্রয়োজনীয় ব্যবস্থা গ্রহণের আশ্বাস দিয়েছে। সংশ্লিষ্ট কর্মকর্তারা জানান, তদন্ত শেষে দোষীদের বিরুদ্ধে আইনানুগ ব্যবস্থা নেওয়া হবে। — [696, 676, 931, 703]
subhead: কারওয়ান বাজারে অগ্নিকাণ্ড — [81, 294, 187, 306]
article-body: দেশের বিভিন্ন স্থানে এ ঘটনায় এলাকাবাসীর মধ্যে চাঞ্চল্য সৃষ্টি হয়েছে। স্থানীয় প্রশাসন বিষয়টি খতিয়ে দেখছে এবং প্রয়োজনীয় ব্যবস্থা গ্রহণের আশ্বাস দিয়েছে। সংশ্লিষ্ট কর্মকর্তারা জানান, তদন্ত শেষে দোষীদের বিরুদ্ধে আইনানুগ ব্যবস্থা নেওয়া হবে। — [260, 1305, 352, 1378]
zodiac-sign — [703, 1412, 812, 1426]
zodiac-icon — [816, 1348, 830, 1362]
column-4-top — [596, 200, 688, 470]
zodiac-icon — [816, 1396, 830, 1410]
article-body: দেশের বিভিন্ন স্থানে এ ঘটনায় এলাকাবাসীর মধ্যে চাঞ্চল্য সৃষ্টি হয়েছে। স্থানীয় প্রশাসন বিষয়টি খতিয়ে দেখছে এবং প্রয়োজনীয় ব্যবস্থা গ্রহণের আশ্বাস দিয়েছে। সংশ্লিষ্ট কর্মকর্তারা জানান, তদন্ত শেষে দোষীদের বিরুদ্ধে আইনানুগ ব্যবস্থা নেওয়া হবে। — [260, 959, 352, 1032]
article-body: দেশের বিভিন্ন স্থানে এ ঘটনায় এলাকাবাসীর মধ্যে চাঞ্চল্য সৃষ্টি হয়েছে। স্থানীয় প্রশাসন বিষয়টি খতিয়ে দেখছে এবং প্রয়োজনীয় ব্যবস্থা গ্রহণের আশ্বাস দিয়েছে। সংশ্লিষ্ট কর্মকর্তারা জানান, তদন্ত শেষে দোষীদের বিরুদ্ধে আইনানুগ ব্যবস্থা নেওয়া হবে। — [596, 795, 688, 868]
article-body: দেশের বিভিন্ন স্থানে এ ঘটনায় এলাকাবাসীর মধ্যে চাঞ্চল্য সৃষ্টি হয়েছে। স্থানীয় প্রশাসন বিষয়টি খতিয়ে দেখছে এবং প্রয়োজনীয় ব্যবস্থা গ্রহণের আশ্বাস দিয়েছে। সংশ্লিষ্ট কর্মকর্তারা জানান, তদন্ত শেষে দোষীদের বিরুদ্ধে আইনানুগ ব্যবস্থা নেওয়া হবে। — [360, 660, 588, 696]
zodiac-sign — [703, 1348, 812, 1362]
article-body: দেশের বিভিন্ন স্থানে এ ঘটনায় এলাকাবাসীর মধ্যে চাঞ্চল্য সৃষ্টি হয়েছে। স্থানীয় প্রশাসন বিষয়টি খতিয়ে দেখছে এবং প্রয়োজনীয় ব্যবস্থা গ্রহণের আশ্বাস দিয়েছে। সংশ্লিষ্ট কর্মকর্তারা জানান, তদন্ত শেষে দোষীদের বিরুদ্ধে আইনানুগ ব্যবস্থা নেওয়া হবে। — [360, 918, 588, 954]
article-body: দেশের বিভিন্ন স্থানে এ ঘটনায় এলাকাবাসীর মধ্যে চাঞ্চল্য সৃষ্টি হয়েছে। স্থানীয় প্রশাসন বিষয়টি খতিয়ে দেখছে এবং প্রয়োজনীয় ব্যবস্থা গ্রহণের আশ্বাস দিয়েছে। সংশ্লিষ্ট কর্মকর্তারা জানান, তদন্ত শেষে দোষীদের বিরুদ্ধে আইনানুগ ব্যবস্থা নেওয়া হবে। — [260, 325, 352, 399]
article-body: দেশের বিভিন্ন স্থানে এ ঘটনায় এলাকাবাসীর মধ্যে চাঞ্চল্য সৃষ্টি হয়েছে। স্থানীয় প্রশাসন বিষয়টি খতিয়ে দেখছে এবং প্রয়োজনীয় ব্যবস্থা গ্রহণের আশ্বাস দিয়েছে। সংশ্লিষ্ট কর্মকর্তারা জানান, তদন্ত শেষে দোষীদের বিরুদ্ধে আইনানুগ ব্যবস্থা নেওয়া হবে। — [14, 773, 254, 800]
subhead: 'নৌবাহিনীর সুনীল অর্থনীতি — [760, 197, 867, 209]
column-divider — [355, 95, 356, 1510]
